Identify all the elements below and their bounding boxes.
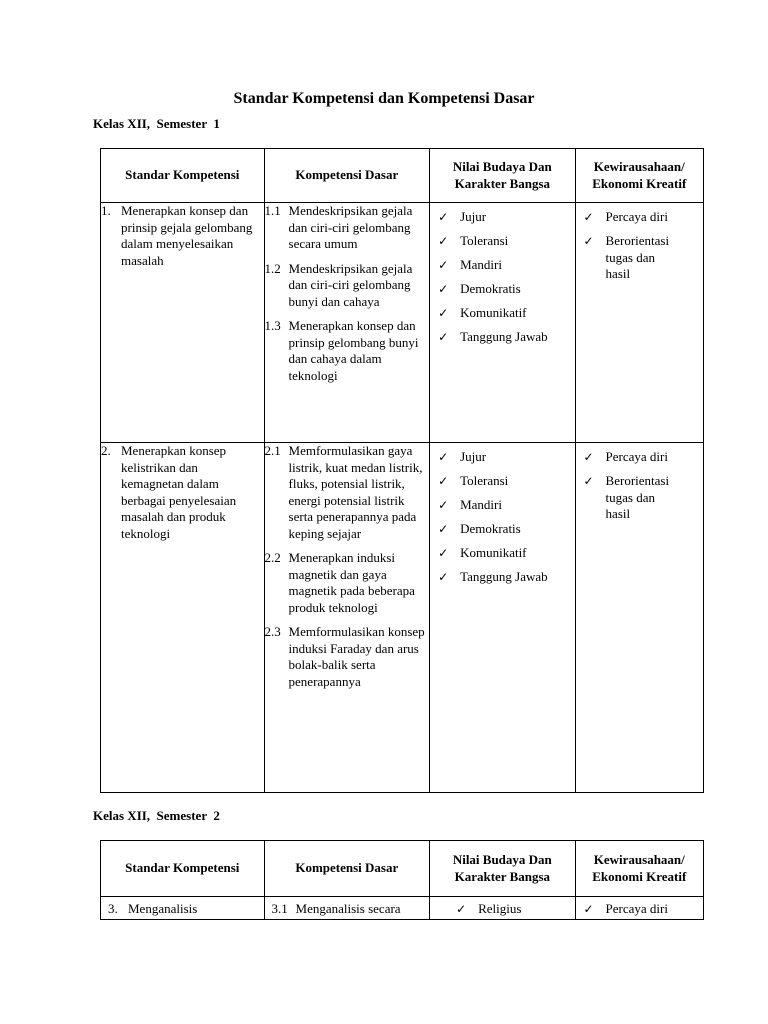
kd-text: Mendeskripsikan gejala dan ciri-ciri gelombang secara umum [288,203,413,251]
checkmark-icon: ✓ [438,522,449,536]
kd-number: 2.3 [264,624,281,639]
nilai-label: Komunikatif [460,305,527,320]
nilai-item [438,305,570,322]
semester-1-label: Kelas XII, Semester 1 [93,116,220,131]
sk-number: 3. [108,901,118,916]
nilai-item [438,329,570,346]
table-header-row [101,149,704,203]
kewira-label: Percaya diri [605,449,668,464]
checkmark-icon: ✓ [583,234,594,248]
sk-number: 2. [101,443,111,458]
competency-table-semester-2 [100,840,704,920]
nilai-cell [430,897,575,920]
nilai-label: Demokratis [460,521,521,536]
nilai-item [438,209,570,226]
header-standar-kompetensi: Standar Kompetensi [101,149,265,203]
sk-cell [101,897,265,920]
header-nilai-budaya: Nilai Budaya Dan Karakter Bangsa [430,149,575,203]
kd-item [265,318,426,384]
sk-text: Menerapkan konsep kelistrikan dan kemagnetan dalam berbagai penyelesaian masalah dan produk teknologi [121,443,237,541]
competency-table-semester-1 [100,148,704,793]
nilai-cell [430,203,575,443]
kd-item [272,901,426,918]
nilai-item [438,281,570,298]
kd-item [265,550,426,616]
kewira-label: Percaya diri [605,901,668,916]
page-title: Standar Kompetensi dan Kompetensi Dasar [233,90,535,107]
kd-text: Memformulasikan gaya listrik, kuat medan listrik, fluks, potensial listrik, energi potensial listrik serta penerapannya pada keping sejajar [288,443,423,541]
kewira-item [584,209,699,226]
nilai-label: Mandiri [460,497,502,512]
kewira-label: Percaya diri [605,209,668,224]
checkmark-icon: ✓ [438,570,449,584]
kd-number: 1.1 [264,203,281,218]
nilai-item [438,233,570,250]
nilai-item [438,545,570,562]
kd-number: 1.2 [264,260,281,276]
kewira-cell [575,203,703,443]
checkmark-icon: ✓ [583,450,594,464]
nilai-label: Jujur [460,449,487,464]
header-kewirausahaan: Kewirausahaan/ Ekonomi Kreatif [575,841,703,897]
checkmark-icon: ✓ [438,306,449,320]
nilai-label: Religius [478,901,522,916]
nilai-item [438,569,570,586]
kd-number: 1.3 [264,318,281,333]
checkmark-icon: ✓ [438,234,449,248]
kd-item [265,261,426,311]
kd-number: 3.1 [271,901,288,916]
kewira-item [584,449,699,466]
sk-cell [101,203,265,443]
nilai-item [438,257,570,274]
kd-number: 2.2 [264,550,281,565]
checkmark-icon: ✓ [583,210,594,224]
checkmark-icon: ✓ [438,498,449,512]
checkmark-icon: ✓ [438,474,449,488]
kd-text: Memformulasikan konsep induksi Faraday dan arus bolak-balik serta penerapannya [288,624,425,689]
kd-cell [264,443,430,793]
kewira-item [584,901,699,918]
kd-item [265,443,426,542]
kd-text: Menerapkan konsep dan prinsip gelombang bunyi dan cahaya dalam teknologi [288,318,419,383]
kd-cell [264,203,430,443]
nilai-label: Tanggung Jawab [460,569,548,584]
kewira-cell [575,897,703,920]
header-nilai-budaya: Nilai Budaya Dan Karakter Bangsa [430,841,575,897]
kd-text: Mendeskripsikan gejala dan ciri-ciri gelombang bunyi dan cahaya [288,260,413,309]
table-header-row [101,841,704,897]
kd-item [265,624,426,690]
kewira-cell [575,443,703,793]
sk-text: Menganalisis [128,901,198,916]
checkmark-icon: ✓ [456,902,467,916]
checkmark-icon: ✓ [438,330,449,344]
checkmark-icon: ✓ [438,450,449,464]
nilai-label: Komunikatif [460,545,527,560]
kd-text: Menganalisis secara [295,901,401,916]
nilai-item [456,901,570,918]
header-standar-kompetensi: Standar Kompetensi [101,841,265,897]
semester-2-label: Kelas XII, Semester 2 [93,808,220,823]
kd-text: Menerapkan induksi magnetik dan gaya magnetik pada beberapa produk teknologi [288,550,415,615]
table-row [101,897,704,920]
sk-text: Menerapkan konsep dan prinsip gejala gelombang dalam menyelesaikan masalah [121,203,253,268]
kewira-label: Berorientasi tugas dan hasil [605,233,670,281]
nilai-label: Jujur [460,209,487,224]
nilai-label: Mandiri [460,257,502,272]
kd-cell [264,897,430,920]
header-kewirausahaan: Kewirausahaan/ Ekonomi Kreatif [575,149,703,203]
kewira-item [584,233,699,283]
sk-number: 1. [101,203,111,218]
checkmark-icon: ✓ [583,902,594,916]
table-row [101,443,704,793]
kewira-item [584,473,699,523]
nilai-label: Tanggung Jawab [460,329,548,344]
checkmark-icon: ✓ [438,282,449,296]
nilai-item [438,521,570,538]
kd-number: 2.1 [264,443,281,458]
nilai-label: Toleransi [460,473,509,488]
kewira-label: Berorientasi tugas dan hasil [605,473,670,521]
nilai-item [438,449,570,466]
nilai-label: Demokratis [460,281,521,296]
nilai-label: Toleransi [460,233,509,248]
header-kompetensi-dasar: Kompetensi Dasar [264,149,430,203]
kd-item [265,203,426,253]
nilai-item [438,497,570,514]
checkmark-icon: ✓ [438,258,449,272]
header-kompetensi-dasar: Kompetensi Dasar [264,841,430,897]
checkmark-icon: ✓ [583,474,594,488]
nilai-cell [430,443,575,793]
checkmark-icon: ✓ [438,210,449,224]
checkmark-icon: ✓ [438,546,449,560]
nilai-item [438,473,570,490]
table-row [101,203,704,443]
sk-cell [101,443,265,793]
